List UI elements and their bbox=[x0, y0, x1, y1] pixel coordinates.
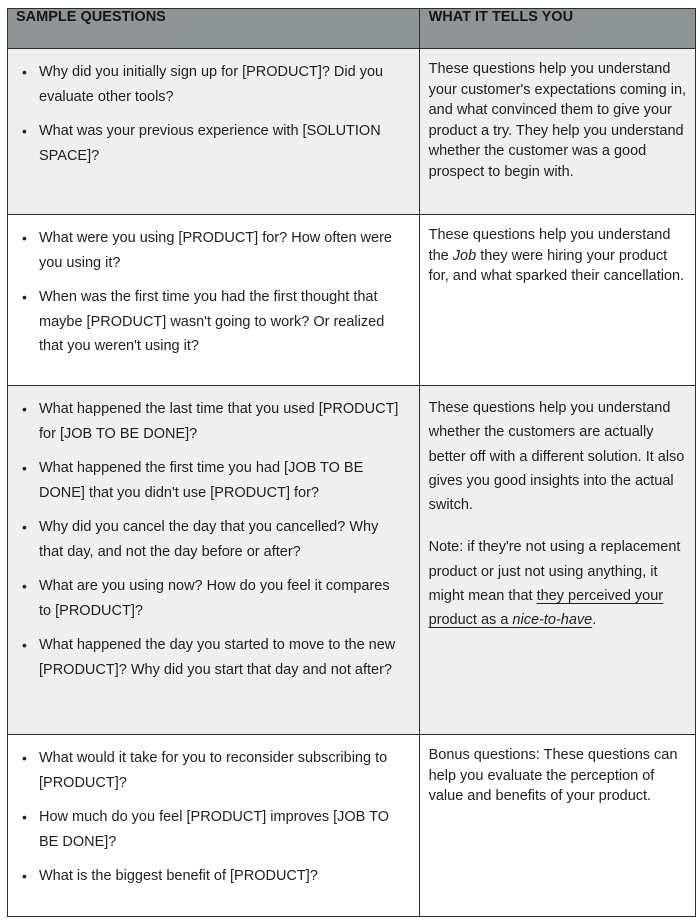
tells-text bbox=[420, 215, 695, 287]
table-header-row bbox=[8, 9, 696, 49]
question-list bbox=[8, 386, 419, 682]
list-item: • Why did you initially sign up for [PRODUCT]? Did you evaluate other tools? bbox=[22, 60, 405, 109]
questions-cell bbox=[8, 386, 420, 735]
tells-text-part: they were hiring your product for, and what sparked their cancellation. bbox=[428, 247, 685, 284]
tells-text: Bonus questions: These questions can help you evaluate the perception of value and benefits of your product. bbox=[428, 747, 678, 804]
note-text: Note: if they're not using a replacement product or just not using anything, it might mean that bbox=[428, 539, 681, 605]
tells-text: These questions help you understand your customer's expectations coming in, and what convinced them to give your product a try. They help you understand whether the customer was a good prospect to begin with. bbox=[428, 61, 687, 180]
job-emphasis: Job bbox=[452, 247, 477, 264]
tells-paragraph: These questions help you understand whether the customers are actually better off with a different solution. It also gives you good insights into the actual switch. bbox=[428, 400, 685, 514]
list-item: • What happened the day you started to move to the new [PRODUCT]? Why did you start that day and not after? bbox=[22, 633, 405, 682]
list-item: • What happened the first time you had [JOB TO BE DONE] that you didn't use [PRODUCT] for? bbox=[22, 456, 405, 505]
list-item: • What happened the last time that you used [PRODUCT] for [JOB TO BE DONE]? bbox=[22, 397, 405, 446]
tells-cell bbox=[419, 215, 695, 386]
header-sample-questions: SAMPLE QUESTIONS bbox=[8, 9, 420, 49]
list-item: • What was your previous experience with [SOLUTION SPACE]? bbox=[22, 119, 405, 168]
list-item: • Why did you cancel the day that you cancelled? Why that day, and not the day before or after? bbox=[22, 515, 405, 564]
question-list bbox=[8, 215, 419, 359]
tells-cell bbox=[419, 386, 695, 735]
table-row bbox=[8, 215, 696, 386]
link-emphasis: nice-to-have bbox=[512, 612, 593, 629]
list-item: • What is the biggest benefit of [PRODUCT]? bbox=[22, 864, 405, 889]
list-item: • What were you using [PRODUCT] for? How often were you using it? bbox=[22, 226, 405, 275]
note-paragraph bbox=[429, 535, 687, 632]
tells-cell bbox=[419, 735, 695, 917]
header-what-it-tells-you: WHAT IT TELLS YOU bbox=[419, 9, 695, 49]
table-row bbox=[8, 735, 696, 917]
list-item: • When was the first time you had the first thought that maybe [PRODUCT] wasn't going to work? Or realized that you weren't using it? bbox=[22, 285, 405, 359]
tells-text-part: These questions help you understand the bbox=[428, 227, 671, 264]
list-item: • How much do you feel [PRODUCT] improves [JOB TO BE DONE]? bbox=[22, 805, 405, 854]
tells-text bbox=[420, 386, 695, 633]
question-list bbox=[8, 49, 419, 168]
questions-table bbox=[7, 8, 696, 917]
link-text: they perceived your product as a bbox=[428, 588, 664, 629]
list-item: • What would it take for you to reconsider subscribing to [PRODUCT]? bbox=[22, 746, 405, 795]
questions-cell bbox=[8, 49, 420, 215]
table-row bbox=[8, 386, 696, 735]
tells-cell bbox=[419, 49, 695, 215]
list-item: • What are you using now? How do you feel it compares to [PRODUCT]? bbox=[22, 574, 405, 623]
question-list bbox=[8, 735, 419, 889]
note-text: . bbox=[592, 612, 597, 629]
table-row bbox=[8, 49, 696, 215]
questions-cell bbox=[8, 735, 420, 917]
questions-cell bbox=[8, 215, 420, 386]
